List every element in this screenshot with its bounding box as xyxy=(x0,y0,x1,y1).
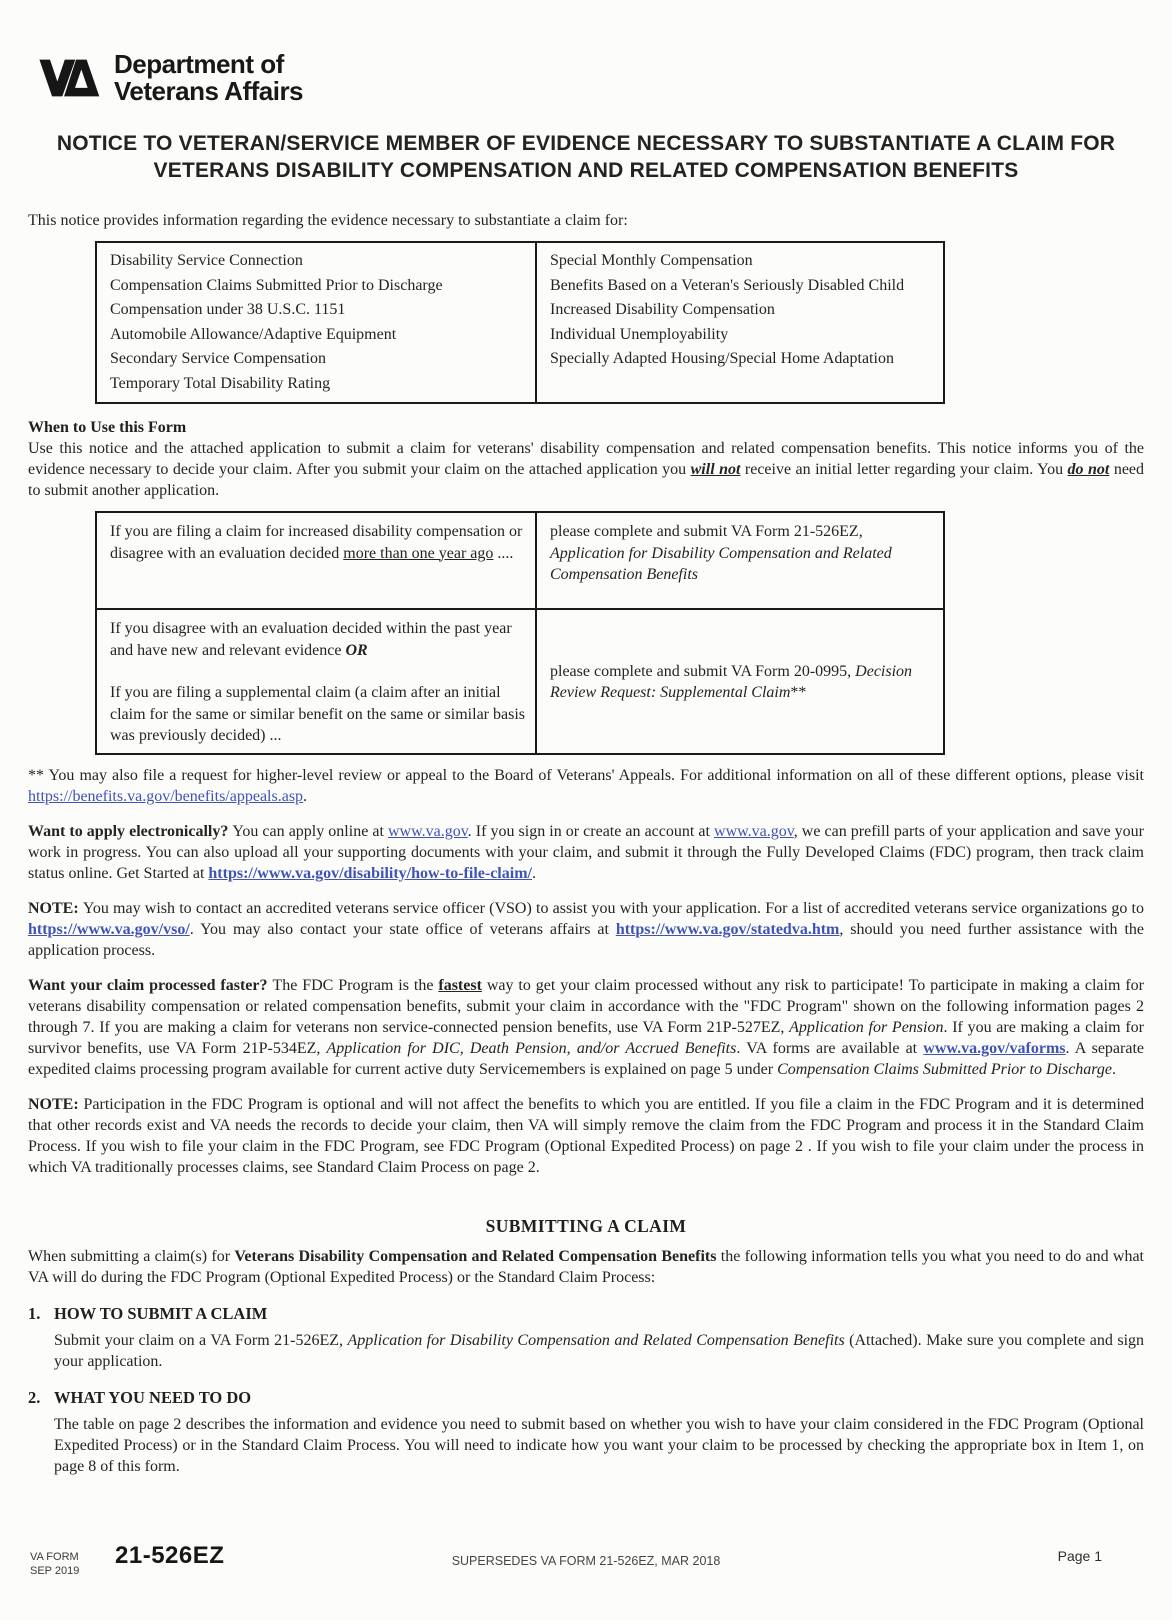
item-heading-text: HOW TO SUBMIT A CLAIM xyxy=(54,1303,268,1323)
form-guidance-table xyxy=(95,511,945,755)
item-what-you-need xyxy=(28,1387,1144,1477)
text-segment: please complete and submit VA Form 21-526EZ, xyxy=(550,523,863,540)
claim-type-item: Benefits Based on a Veteran's Seriously Disabled Child xyxy=(550,276,905,294)
footer-form-date: SEP 2019 xyxy=(30,1565,80,1577)
text-segment: ** You may also file a request for higher-level review or appeal to the Board of Veterans' Appeals. For additional information on all of these different options, please visit xyxy=(28,766,1144,784)
item-heading-text: WHAT YOU NEED TO DO xyxy=(54,1387,252,1407)
hyperlink[interactable]: www.va.gov/vaforms xyxy=(923,1039,1066,1057)
text-segment: You may wish to contact an accredited veterans service officer (VSO) to assist you with your application. For a list of accredited veterans service organizations go to xyxy=(82,899,1145,917)
text-segment: receive an initial letter regarding your claim. You xyxy=(740,461,1068,478)
claim-type-item: Compensation Claims Submitted Prior to Discharge xyxy=(110,276,443,294)
item-how-to-submit xyxy=(28,1303,1144,1372)
condition-text xyxy=(110,682,525,747)
text-segment: .... xyxy=(493,544,514,562)
text-segment: more than one year ago xyxy=(343,544,494,562)
when-to-use-body xyxy=(28,438,1144,501)
submitting-claim-heading: SUBMITTING A CLAIM xyxy=(485,1215,687,1236)
text-segment: When submitting a claim(s) for xyxy=(28,1247,235,1265)
text-segment: the following information tells you what you need to do and what VA will do during the FDC Program (Optional Expedited Process) or the Standard Claim Process: xyxy=(28,1247,1144,1286)
text-segment: will not xyxy=(690,461,741,478)
text-segment: NOTE: xyxy=(28,899,83,917)
text-segment: . xyxy=(531,864,536,882)
intro-text: This notice provides information regarding the evidence necessary to substantiate a claim for: xyxy=(28,212,628,229)
claim-type-item: Disability Service Connection xyxy=(110,252,303,269)
action-text xyxy=(550,661,933,704)
claim-type-item: Increased Disability Compensation xyxy=(550,301,775,318)
agency-name-line1: Department of xyxy=(114,49,284,79)
text-segment: Decision Review Request: Supplemental Claim xyxy=(550,662,913,702)
action-cell-row2 xyxy=(536,609,944,754)
condition-text xyxy=(110,618,525,661)
claim-type-item: Compensation under 38 U.S.C. 1151 xyxy=(110,301,346,318)
text-segment: way to get your claim processed without any risk to participate! To participate in making a claim for veterans disability compensation or related compensation benefits, submit your claim in accordance with the "FDC Program" shown on the following information pages 2 through 7. If you are making a claim for veterans non service-connected pension benefits, use VA Form 21P-527EZ, xyxy=(28,976,1145,1036)
action-text xyxy=(550,521,933,586)
claim-types-left-cell xyxy=(96,242,536,403)
text-segment: ** xyxy=(790,684,807,702)
text-segment: Application for DIC, Death Pension, and/or Accrued Benefits xyxy=(326,1039,737,1057)
hyperlink[interactable]: www.va.gov xyxy=(387,822,468,840)
text-segment: need to submit another application. xyxy=(28,461,1145,499)
condition-text xyxy=(110,521,525,564)
text-segment: . A separate expedited claims processing program available for current active duty Servicemembers is explained on page 5 under xyxy=(28,1039,1144,1078)
claim-type-item: Individual Unemployability xyxy=(550,325,729,343)
text-segment: . VA forms are available at xyxy=(736,1039,924,1057)
text-segment: Submit your claim on a VA Form 21-526EZ, xyxy=(54,1331,348,1349)
header-branding xyxy=(38,50,1144,106)
item-number: 1. xyxy=(28,1303,41,1323)
text-segment: You can apply online at xyxy=(232,822,388,840)
text-segment: Application for Pension xyxy=(789,1018,944,1036)
hyperlink[interactable]: www.va.gov xyxy=(714,822,794,840)
notice-title xyxy=(28,130,1144,184)
condition-cell-row1 xyxy=(96,512,536,609)
para-note-fdc xyxy=(28,1094,1144,1178)
claim-type-item: Automobile Allowance/Adaptive Equipment xyxy=(110,325,397,343)
notice-title-line2: VETERANS DISABILITY COMPENSATION AND RELATED COMPENSATION BENEFITS xyxy=(153,159,1019,182)
submitting-claim-intro xyxy=(28,1246,1144,1288)
para-note-vso xyxy=(28,898,1144,961)
claim-type-item: Specially Adapted Housing/Special Home Adaptation xyxy=(550,350,894,367)
text-segment: The FDC Program is the xyxy=(272,976,439,994)
text-segment: Want to apply electronically? xyxy=(28,822,233,840)
hyperlink[interactable]: https://benefits.va.gov/benefits/appeals.asp xyxy=(28,787,304,805)
para-claim-faster xyxy=(28,975,1144,1080)
item-heading xyxy=(28,1387,1144,1408)
footer-page-number: Page 1 xyxy=(1057,1548,1102,1564)
footer-form-number: 21-526EZ xyxy=(115,1542,225,1569)
text-segment: If you disagree with an evaluation decided within the past year and have new and relevant evidence xyxy=(110,620,512,659)
text-segment: please complete and submit VA Form 20-0995, xyxy=(550,662,856,680)
text-segment: (Attached). Make sure you complete and sign your application. xyxy=(54,1331,1145,1370)
text-segment: If you are filing a claim for increased disability compensation or disagree with an evaluation decided xyxy=(110,523,523,562)
para-apply-electronically xyxy=(28,821,1144,884)
text-segment: OR xyxy=(345,641,368,659)
text-segment: NOTE: xyxy=(28,1095,84,1113)
text-segment: Participation in the FDC Program is optional and will not affect the benefits to which you are entitled. If you file a claim in the FDC Program and it is determined that other records exist and VA needs the records to decide your claim, then VA will simply remove the claim from the FDC Program and process it in the Standard Claim Process. If you wish to file your claim in the FDC Program, see FDC Program (Optional Expedited Process) on page 2 . If you wish to file your claim under the process in which VA traditionally processes claims, see Standard Claim Process on page 2. xyxy=(28,1095,1144,1176)
text-segment: Want your claim processed faster? xyxy=(28,976,273,994)
notice-title-line1: NOTICE TO VETERAN/SERVICE MEMBER OF EVIDENCE NECESSARY TO SUBSTANTIATE A CLAIM FOR xyxy=(56,132,1116,155)
text-segment: . If you sign in or create an account at xyxy=(467,822,715,840)
agency-name xyxy=(114,51,303,105)
text-segment: The table on page 2 describes the information and evidence you need to submit based on whether you wish to have your claim considered in the FDC Program (Optional Expedited Process) or in the Standard Claim Process. You will need to indicate how you want your claim to be processed by checking the appropriate box in Item 1, on page 8 of this form. xyxy=(54,1415,1144,1475)
text-segment: . You may also contact your state office of veterans affairs at xyxy=(189,920,616,938)
text-segment: Application for Disability Compensation and Related Compensation Benefits xyxy=(347,1331,845,1349)
hyperlink[interactable]: https://www.va.gov/vso/ xyxy=(28,920,190,938)
claim-types-table xyxy=(95,241,945,404)
text-segment: If you are filing a supplemental claim (a claim after an initial claim for the same or similar benefit on the same or similar basis was previously decided) ... xyxy=(110,684,525,744)
item-heading xyxy=(28,1303,1144,1324)
item-number: 2. xyxy=(28,1387,41,1407)
text-segment: fastest xyxy=(438,976,482,994)
agency-name-line2: Veterans Affairs xyxy=(114,76,304,106)
page-footer xyxy=(28,1543,1144,1593)
when-to-use-heading: When to Use this Form xyxy=(28,419,187,436)
text-segment: , we can prefill parts of your application and save your work in progress. You can also upload all your supporting documents with your claim, and submit it through the Fully Developed Claims (FDC) program, then track claim status online. Get Started at xyxy=(28,822,1145,882)
text-segment: . xyxy=(303,787,308,805)
footer-form-label-text: VA FORM xyxy=(30,1551,79,1563)
condition-cell-row2 xyxy=(96,609,536,754)
va-logo-icon xyxy=(38,50,100,106)
text-segment: Compensation Claims Submitted Prior to Discharge xyxy=(777,1060,1113,1078)
text-segment: , should you need further assistance with the application process. xyxy=(28,920,1145,959)
claim-type-item: Secondary Service Compensation xyxy=(110,350,326,367)
hyperlink[interactable]: https://www.va.gov/disability/how-to-file-claim/ xyxy=(208,864,532,882)
text-segment: . If you are making a claim for survivor benefits, use VA Form 21P-534EZ, xyxy=(28,1018,1145,1057)
text-segment: Application for Disability Compensation and Related Compensation Benefits xyxy=(550,544,892,583)
text-segment: Use this notice and the attached application to submit a claim for veterans' disability compensation and related compensation benefits. This notice informs you of the evidence necessary to decide your claim. After you submit your claim on the attached application you xyxy=(28,440,1144,478)
item-body xyxy=(54,1414,1144,1477)
claim-types-right-cell xyxy=(536,242,944,403)
footnote-appeals xyxy=(28,765,1144,807)
footer-supersedes: SUPERSEDES VA FORM 21-526EZ, MAR 2018 xyxy=(451,1554,721,1568)
claim-type-item: Temporary Total Disability Rating xyxy=(110,374,331,392)
claim-type-item: Special Monthly Compensation xyxy=(550,252,753,269)
text-segment: . xyxy=(1112,1060,1117,1078)
hyperlink[interactable]: https://www.va.gov/statedva.htm xyxy=(615,920,840,938)
text-segment: Veterans Disability Compensation and Related Compensation Benefits xyxy=(234,1247,717,1265)
item-body xyxy=(54,1330,1144,1372)
action-cell-row1 xyxy=(536,512,944,609)
text-segment: do not xyxy=(1067,461,1110,478)
